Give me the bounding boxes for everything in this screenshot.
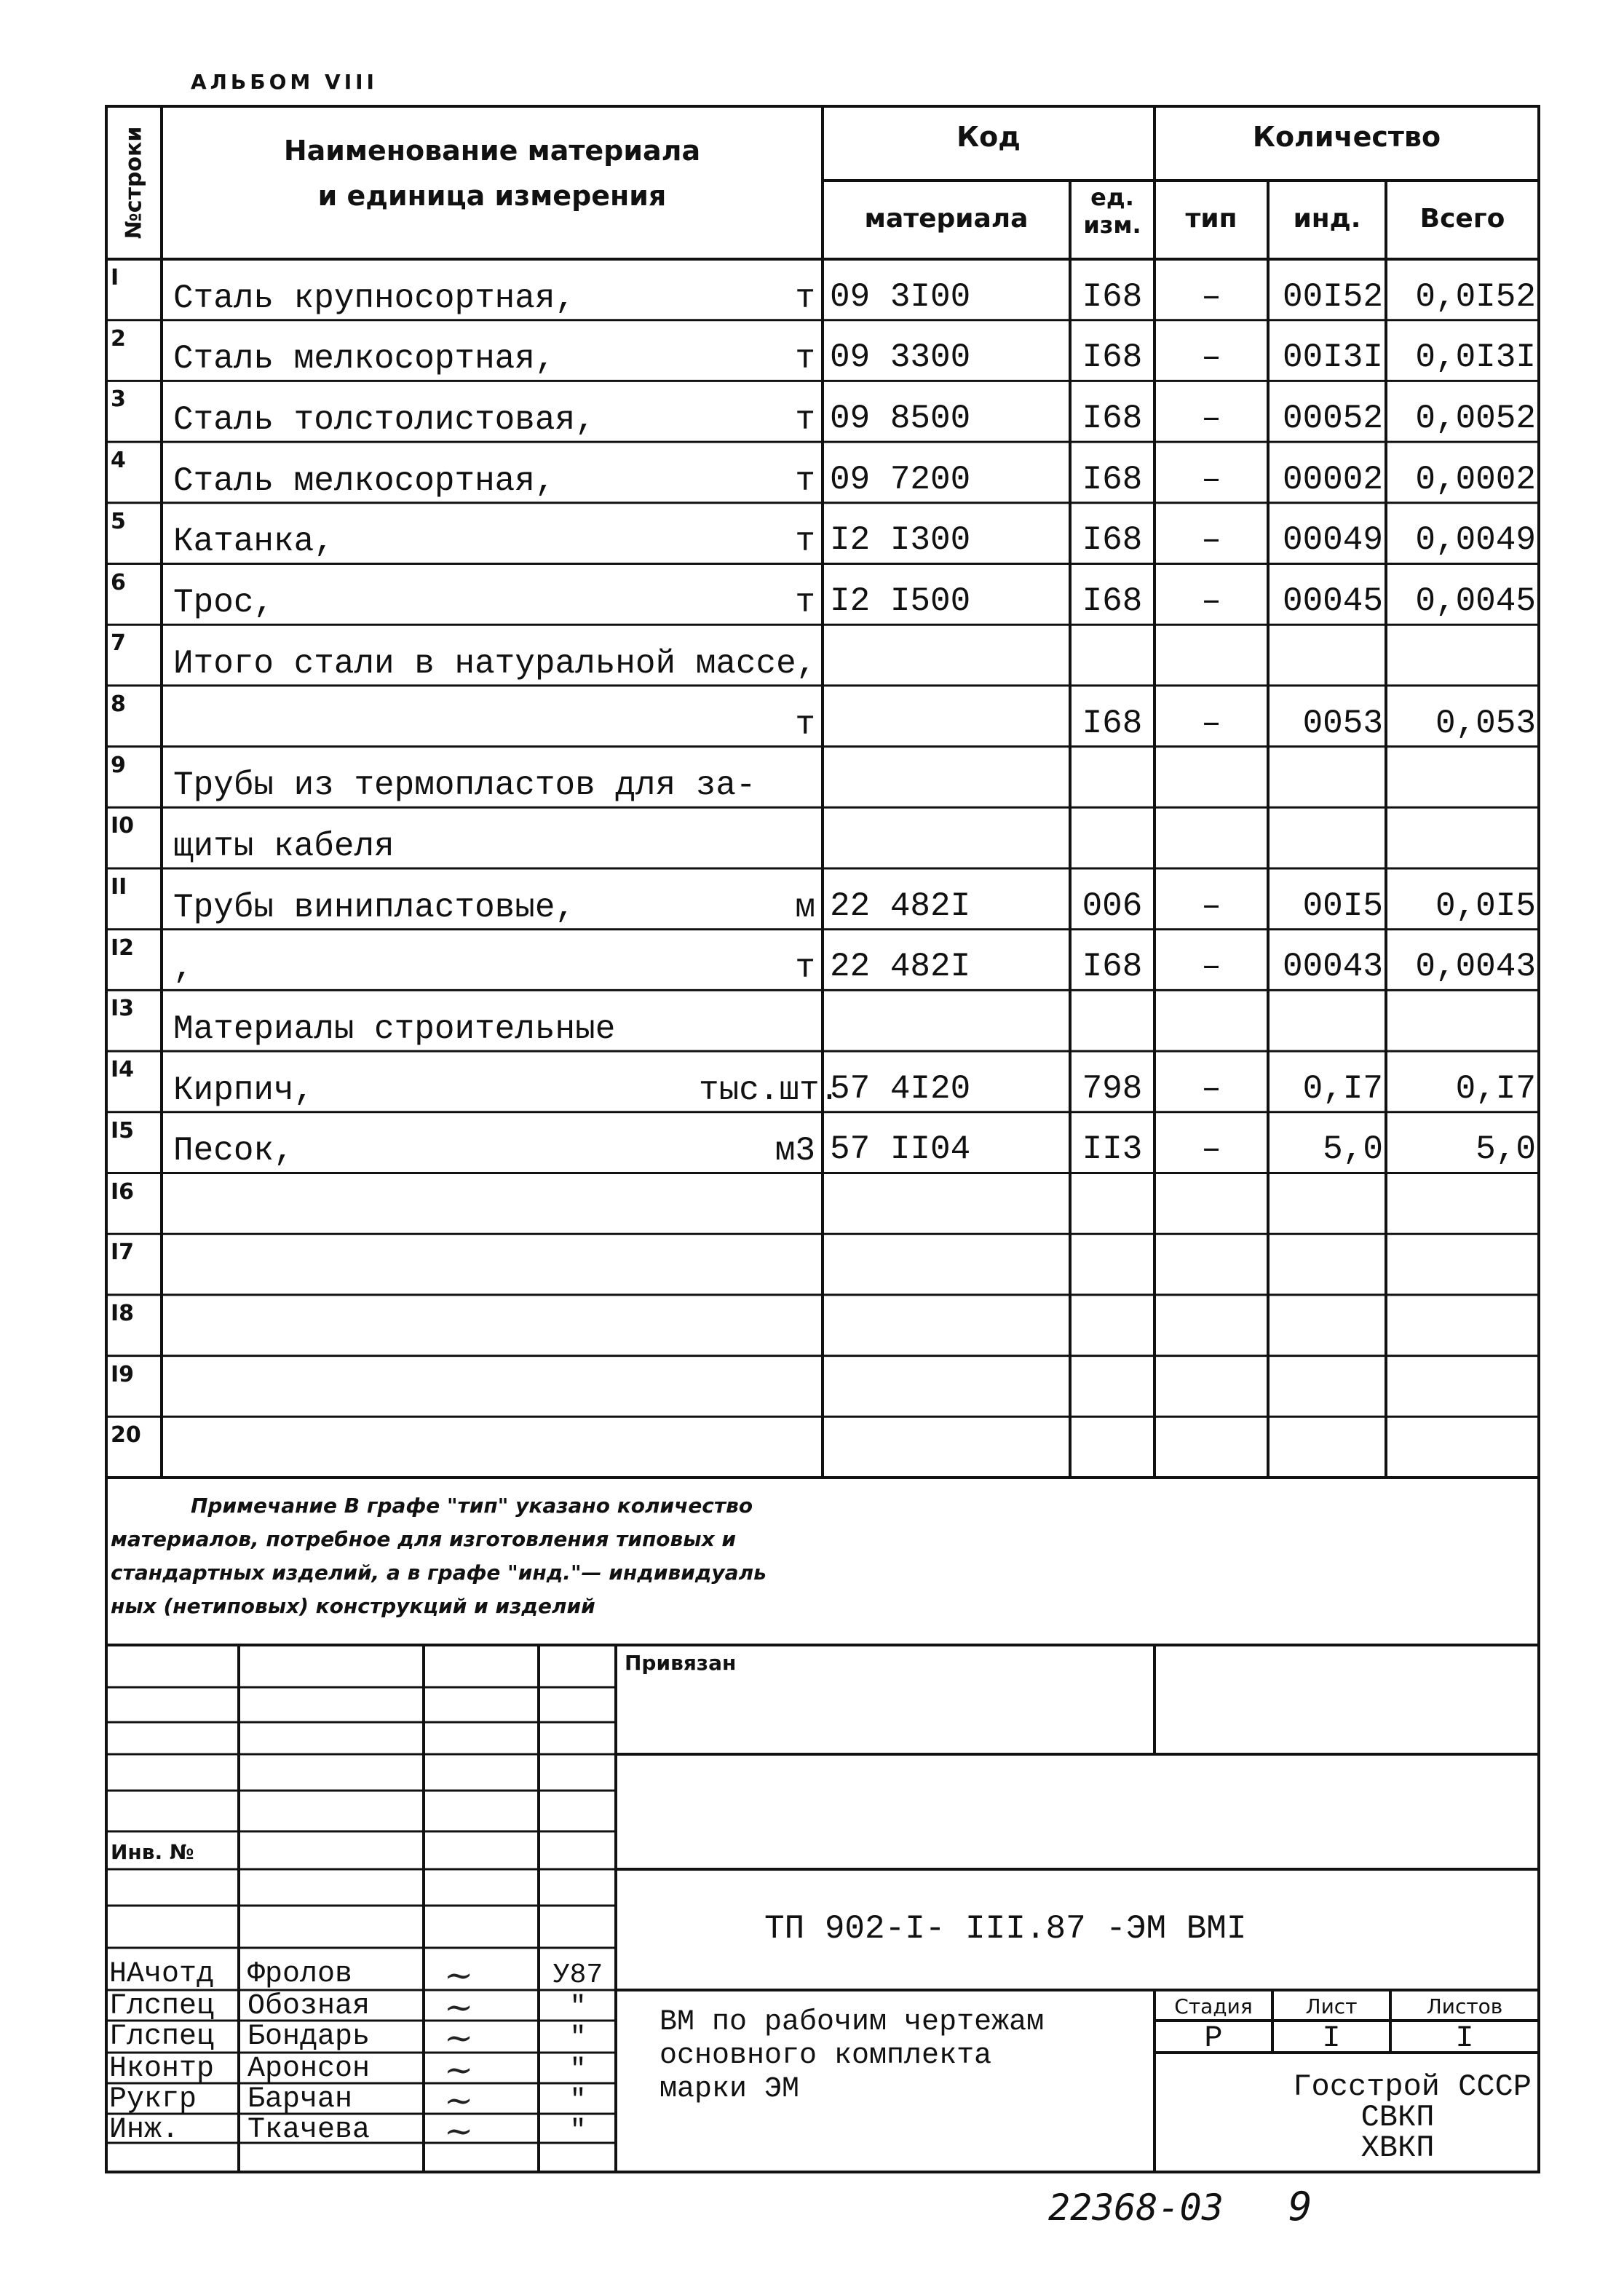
handwritten-signature: ~ [444, 1955, 474, 1996]
material-code: 22 482I [830, 948, 971, 986]
table-row [0, 1173, 1624, 1234]
unit-code: II3 [1082, 1130, 1143, 1169]
signatory-name: Ткачева [247, 2114, 371, 2147]
table-row [0, 747, 1624, 808]
table-row [0, 564, 1624, 625]
privyazan-label: Привязан [625, 1651, 737, 1675]
quantity-type: – [1201, 400, 1221, 438]
table-row [0, 807, 1624, 868]
row-number: I8 [111, 1300, 135, 1326]
quantity-type: – [1201, 704, 1221, 742]
organization: Госстрой СССР СВКП ХВКП [1293, 2069, 1532, 2165]
row-number: I3 [111, 996, 135, 1022]
table-row [0, 381, 1624, 442]
quantity-ind: 00049 [1282, 521, 1383, 560]
row-number: 8 [111, 691, 126, 717]
quantity-total: 5,0 [1476, 1130, 1536, 1169]
album-label: АЛЬБОМ VIII [191, 70, 378, 94]
material-name: Сталь крупносортная, [173, 279, 576, 317]
quantity-type: – [1201, 338, 1221, 377]
unit-of-measure: тыс.шт. [699, 1071, 840, 1109]
quantity-type: – [1201, 948, 1221, 986]
date-or-ditto: " [569, 1991, 587, 2023]
sheet-value: I [1322, 2021, 1341, 2056]
quantity-ind: 00043 [1282, 948, 1383, 986]
total-header: Всего [1419, 204, 1505, 234]
table-row [0, 930, 1624, 991]
material-name: , [173, 949, 194, 988]
signatory-name: Бондарь [247, 2021, 371, 2053]
row-number: 5 [111, 508, 126, 534]
footnote: Примечание В графе "тип" указано количество материалов, потребное для изготовления типовых и стандартных изделий, а в графе "инд."— индивидуаль ных (нетиповых) конструкций и изделий [111, 1494, 767, 1618]
handwritten-signature: ~ [444, 2050, 474, 2090]
quantity-type: – [1201, 582, 1221, 621]
unit-code: I68 [1082, 582, 1143, 621]
page-number: 9 [1288, 2184, 1312, 2230]
row-number: I0 [111, 813, 135, 839]
table-row [0, 1112, 1624, 1173]
signatory-role: Глспец [109, 2021, 215, 2053]
signatory-name: Фролов [247, 1958, 353, 1991]
sheets-label: Листов [1426, 1994, 1503, 2018]
row-number: 7 [111, 630, 126, 657]
quantity-total: 0,0I3I [1415, 338, 1536, 377]
table-row [0, 503, 1624, 564]
table-row [0, 259, 1624, 320]
stage-label: Стадия [1174, 1994, 1253, 2018]
date-or-ditto: " [569, 2054, 587, 2085]
unit-of-measure: т [795, 279, 815, 317]
signatory-role: НАчотд [109, 1958, 215, 1991]
row-number: 2 [111, 325, 126, 352]
unit-code: I68 [1082, 460, 1143, 499]
quantity-ind: 00045 [1282, 582, 1383, 621]
handwritten-signature: ~ [444, 2111, 474, 2152]
table-row [0, 442, 1624, 503]
quantity-type: – [1201, 887, 1221, 925]
quantity-total: 0,0052 [1415, 400, 1536, 438]
footer-number: 22368-03 [1048, 2187, 1224, 2229]
row-number: 20 [111, 1422, 141, 1448]
row-number: I5 [111, 1117, 135, 1144]
material-name: Сталь толстолистовая, [173, 401, 595, 440]
material-name: щиты кабеля [173, 827, 395, 865]
row-number: 4 [111, 448, 126, 474]
unit-of-measure: т [795, 705, 815, 744]
signatory-role: Инж. [109, 2114, 180, 2147]
material-code: 57 4I20 [830, 1069, 971, 1108]
unit-of-measure: т [795, 584, 815, 622]
table-row [0, 320, 1624, 381]
row-number: I7 [111, 1240, 135, 1266]
quantity-ind: 0,I7 [1302, 1069, 1383, 1108]
quantity-total: 0,0049 [1415, 521, 1536, 560]
material-code: 22 482I [830, 887, 971, 925]
signatory-name: Аронсон [247, 2053, 371, 2085]
material-name: Трубы винипластовые, [173, 888, 576, 927]
table-row [0, 868, 1624, 930]
row-number: I6 [111, 1178, 135, 1205]
quantity-total: 0,0043 [1415, 948, 1536, 986]
code-header: Код [956, 121, 1021, 153]
date-or-ditto: " [569, 2085, 587, 2116]
signatory-role: Нконтр [109, 2053, 215, 2085]
quantity-ind: 0053 [1302, 704, 1383, 742]
row-number: 6 [111, 569, 126, 595]
table-row [0, 1416, 1624, 1478]
row-number: II [111, 874, 127, 900]
code-unit-header: ед. изм. [1083, 183, 1141, 239]
unit-of-measure: т [795, 523, 815, 561]
unit-of-measure: т [795, 340, 815, 378]
inventory-number-label: Инв. № [111, 1840, 194, 1864]
row-number-header: №строки [121, 126, 147, 239]
date-or-ditto: У87 [552, 1959, 603, 1991]
material-code: 57 II04 [830, 1130, 971, 1169]
material-name: Сталь мелкосортная, [173, 340, 555, 378]
signatory-role: Рукгр [109, 2083, 197, 2116]
quantity-ind: 00052 [1282, 400, 1383, 438]
handwritten-signature: ~ [444, 1987, 474, 2028]
table-row [0, 1356, 1624, 1417]
table-row [0, 625, 1624, 686]
unit-code: I68 [1082, 704, 1143, 742]
type-header: тип [1185, 204, 1237, 234]
signatory-name: Обозная [247, 1990, 371, 2023]
row-number: I4 [111, 1057, 135, 1083]
quantity-type: – [1201, 460, 1221, 499]
quantity-type: – [1201, 277, 1221, 316]
sheets-value: I [1455, 2021, 1474, 2056]
material-code: 09 8500 [830, 400, 971, 438]
quantity-total: 0,0I5 [1435, 887, 1536, 925]
quantity-total: 0,0002 [1415, 460, 1536, 499]
unit-of-measure: т [795, 401, 815, 440]
material-code: 09 3I00 [830, 277, 971, 316]
row-number: I [111, 265, 119, 290]
date-or-ditto: " [569, 2022, 587, 2053]
quantity-ind: 00I52 [1282, 277, 1383, 316]
unit-of-measure: т [795, 949, 815, 988]
unit-code: I68 [1082, 521, 1143, 560]
quantity-ind: 00I3I [1282, 338, 1383, 377]
unit-code: 006 [1082, 887, 1143, 925]
unit-code: I68 [1082, 948, 1143, 986]
stage-value: Р [1204, 2021, 1223, 2056]
material-name: Катанка, [173, 523, 334, 561]
quantity-ind: 00002 [1282, 460, 1383, 499]
quantity-type: – [1201, 1069, 1221, 1108]
handwritten-signature: ~ [444, 2018, 474, 2058]
material-name: Трубы из термопластов для за- [173, 766, 756, 805]
signatory-name: Барчан [247, 2083, 353, 2116]
unit-code: I68 [1082, 277, 1143, 316]
quantity-type: – [1201, 521, 1221, 560]
material-code: I2 I300 [830, 521, 971, 560]
sheet-label: Лист [1305, 1994, 1358, 2018]
quantity-total: 0,0045 [1415, 582, 1536, 621]
material-code: 09 3300 [830, 338, 971, 377]
material-name: Итого стали в натуральной массе, [173, 644, 817, 683]
unit-of-measure: м [795, 888, 815, 927]
date-or-ditto: " [569, 2115, 587, 2147]
material-code: I2 I500 [830, 582, 971, 621]
document-title: ВМ по рабочим чертежам основного комплекта марки ЭМ [659, 2006, 1045, 2106]
row-number: 3 [111, 387, 126, 413]
row-number: 9 [111, 752, 126, 778]
quantity-type: – [1201, 1130, 1221, 1169]
material-name-header: Наименование материала и единица измерения [283, 135, 701, 212]
table-row [0, 1234, 1624, 1295]
table-row [0, 990, 1624, 1051]
quantity-header: Количество [1252, 121, 1441, 153]
ind-header: инд. [1293, 204, 1361, 234]
unit-code: 798 [1082, 1069, 1143, 1108]
signatory-role: Глспец [109, 1990, 215, 2023]
unit-of-measure: м3 [775, 1132, 815, 1170]
document-code: ТП 902-I- III.87 -ЭМ ВМI [764, 1910, 1247, 1948]
table-row [0, 1295, 1624, 1356]
material-name: Трос, [173, 584, 274, 622]
code-material-header: материала [864, 204, 1029, 234]
row-number: I9 [111, 1361, 135, 1387]
table-row [0, 1051, 1624, 1112]
material-code: 09 7200 [830, 460, 971, 499]
quantity-ind: 00I5 [1302, 887, 1383, 925]
unit-of-measure: т [795, 461, 815, 500]
row-number: I2 [111, 935, 135, 961]
quantity-total: 0,0I52 [1415, 277, 1536, 316]
quantity-total: 0,053 [1435, 704, 1536, 742]
material-name: Сталь мелкосортная, [173, 461, 555, 500]
material-name: Материалы строительные [173, 1010, 616, 1049]
quantity-total: 0,I7 [1455, 1069, 1536, 1108]
unit-code: I68 [1082, 400, 1143, 438]
handwritten-signature: ~ [444, 2080, 474, 2121]
material-name: Песок, [173, 1132, 294, 1170]
quantity-ind: 5,0 [1323, 1130, 1383, 1169]
table-row [0, 686, 1624, 747]
unit-code: I68 [1082, 338, 1143, 377]
material-name: Кирпич, [173, 1071, 314, 1109]
